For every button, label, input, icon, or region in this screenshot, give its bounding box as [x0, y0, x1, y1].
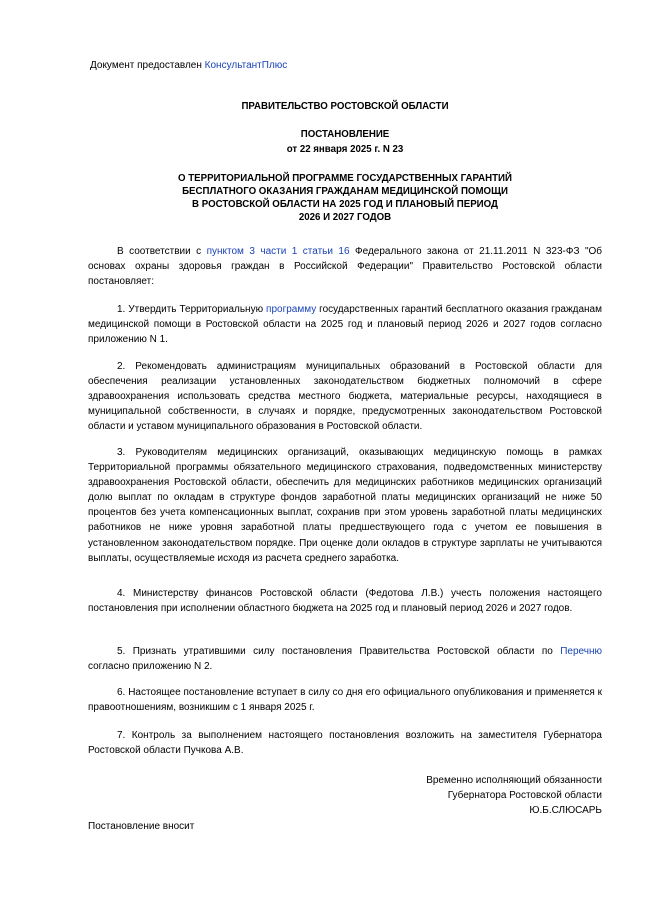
paragraph-4: 4. Министерству финансов Ростовской области (Федотова Л.В.) учесть положения настоящего постановления при исполнении областного бюджета на 2025 год и плановый период 2026 и 2027 годов.: [88, 588, 602, 615]
footer-note: Постановление вносит: [88, 821, 195, 832]
signature-position: Временно исполняющий обязанности: [426, 775, 602, 786]
government-name: ПРАВИТЕЛЬСТВО РОСТОВСКОЙ ОБЛАСТИ: [241, 101, 449, 112]
paragraph-1-text: 1. Утвердить Территориальную: [117, 304, 267, 315]
consultant-plus-link[interactable]: КонсультантПлюс: [204, 60, 288, 71]
document-type: ПОСТАНОВЛЕНИЕ: [300, 129, 390, 140]
paragraph-1: [88, 302, 602, 347]
paragraph-1-text-rest: государственных гарантий бесплатного оказания гражданам медицинской помощи в Ростовской области на 2025 год и плановый период 2026 и 2027 годов согласно приложению N 1.: [88, 304, 602, 346]
intro-text: В соответствии с: [117, 246, 207, 257]
title-line: О ТЕРРИТОРИАЛЬНОЙ ПРОГРАММЕ ГОСУДАРСТВЕННЫХ ГАРАНТИЙ: [178, 173, 512, 184]
title-line: 2026 И 2027 ГОДОВ: [298, 212, 392, 223]
intro-text-rest: Федерального закона от 21.11.2011 N 323-ФЗ "Об основах охраны здоровья граждан в Российской Федерации" Правительство Ростовской области постановляет:: [88, 246, 603, 288]
paragraph-5-text: 5. Признать утратившими силу постановления Правительства Ростовской области по: [117, 646, 561, 657]
signature-name: Ю.Б.СЛЮСАРЬ: [529, 805, 602, 816]
signature-office: Губернатора Ростовской области: [447, 790, 602, 801]
paragraph-5-text-rest: согласно приложению N 2.: [88, 661, 213, 673]
document-date: от 22 января 2025 г. N 23: [286, 144, 404, 155]
signature-block: [426, 773, 602, 818]
document-title: [88, 172, 602, 224]
provided-by-text: Документ предоставлен: [90, 60, 205, 71]
law-article-link[interactable]: пунктом 3 части 1 статьи 16: [206, 246, 350, 257]
paragraph-2: 2. Рекомендовать администрациям муниципальных образований в Ростовской области для обеспечения реализации установленных законодательством бюджетных полномочий в сфере здравоохранения использовать средства местного бюджета, материальные ресурсы, находящиеся в муниципальной собственности, в случаях и порядке, предусмотренных законодательством Ростовской области и уставом муниципального образования в Ростовской области.: [88, 361, 602, 433]
paragraph-5: [88, 644, 602, 674]
title-line: В РОСТОВСКОЙ ОБЛАСТИ НА 2025 ГОД И ПЛАНОВЫЙ ПЕРИОД: [192, 199, 498, 210]
list-link[interactable]: Перечню: [560, 646, 602, 657]
paragraph-6: 6. Настоящее постановление вступает в силу со дня его официального опубликования и применяется к правоотношениям, возникшим с 1 января 2025 г.: [88, 687, 602, 714]
intro-paragraph: [88, 244, 602, 289]
provided-by-line: [90, 59, 287, 72]
program-link[interactable]: программу: [266, 304, 317, 315]
paragraph-3: 3. Руководителям медицинских организаций, оказывающих медицинскую помощь в рамках Территориальной программы обязательного медицинского страхования, подведомственных министерству здравоохранения Ростовской области, обеспечить для медицинских работников медицинских организаций долю выплат по окладам в структуре фондов заработной платы медицинских организаций не ниже 50 процентов без учета компенсационных выплат, сохранив при этом уровень заработной платы медицинских работников не ниже уровня заработной платы предшествующего года с учетом ее повышения в установленном законодательством порядке. При оценке доли окладов в структуре зарплаты не учитываются выплаты, осуществляемые исходя из расчета среднего заработка.: [88, 447, 602, 564]
paragraph-7: 7. Контроль за выполнением настоящего постановления возложить на заместителя Губернатора Ростовской области Пучкова А.В.: [88, 730, 602, 757]
title-line: БЕСПЛАТНОГО ОКАЗАНИЯ ГРАЖДАНАМ МЕДИЦИНСКОЙ ПОМОЩИ: [182, 186, 508, 197]
